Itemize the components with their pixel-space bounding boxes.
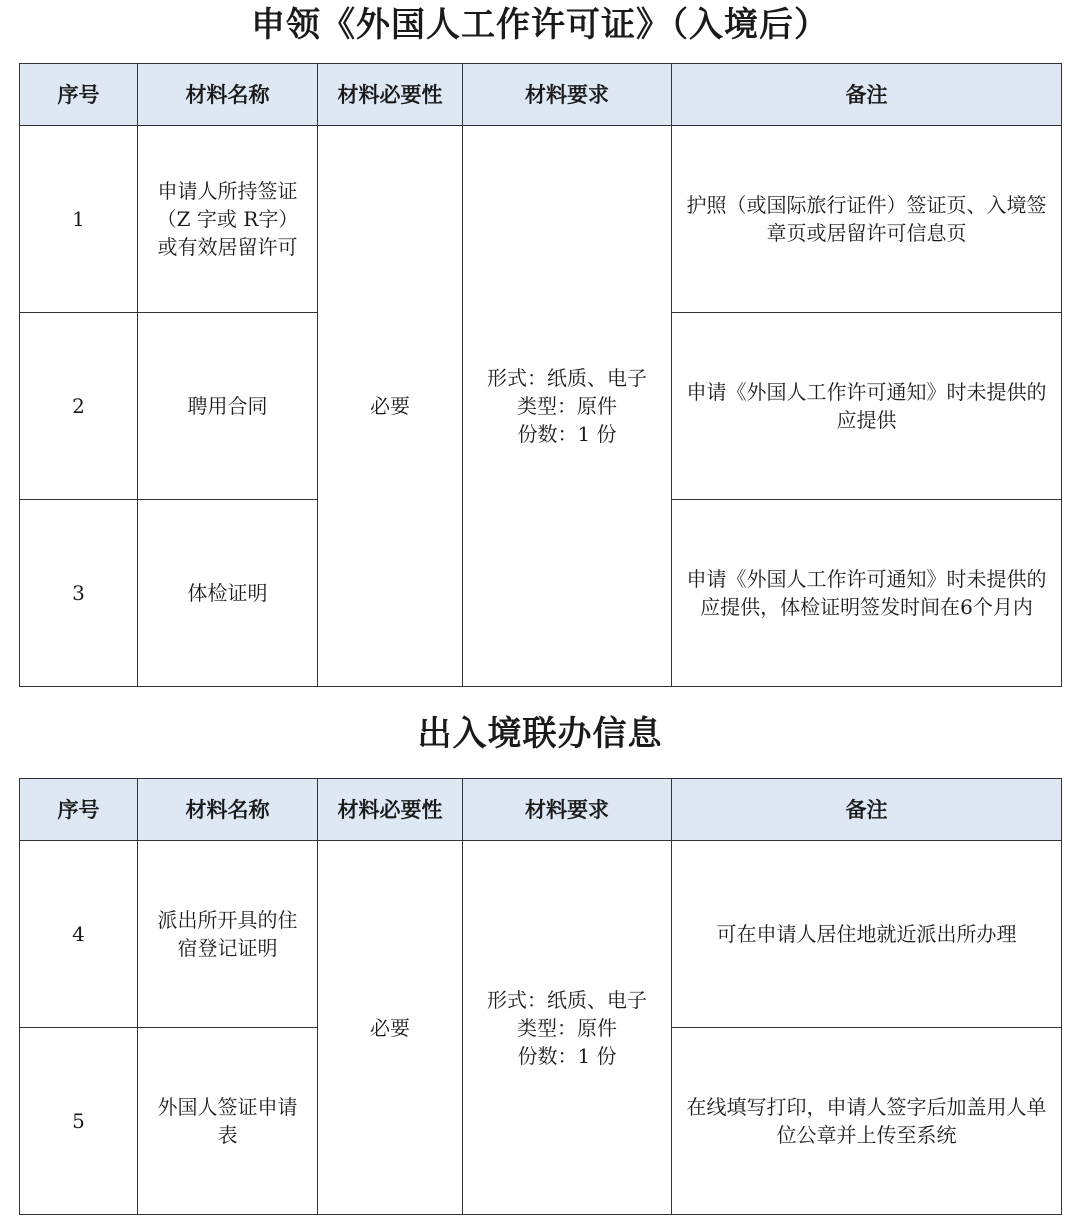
material-name <box>138 500 318 687</box>
material-name-text: 派出所开具的住 宿登记证明 <box>157 908 298 960</box>
material-name-text: 申请人所持签证 （Z 字或 R字） 或有效居留许可 <box>156 179 299 259</box>
header-requirement: 材料要求 <box>463 64 672 126</box>
material-name <box>138 841 318 1028</box>
requirement-cell <box>463 126 672 687</box>
row-number: 1 <box>20 126 138 313</box>
material-name <box>138 1028 318 1215</box>
material-name <box>138 126 318 313</box>
section1-title: 申领《外国人工作许可证》（入境后） <box>251 5 829 45</box>
note-cell: 护照（或国际旅行证件）签证页、入境签章页或居留许可信息页 <box>672 126 1062 313</box>
requirement-type: 类型：原件 <box>517 1015 617 1040</box>
header-no: 序号 <box>20 64 138 126</box>
requirement-cell <box>463 841 672 1215</box>
material-name-text: 体检证明 <box>187 581 268 605</box>
table-row <box>20 126 1062 313</box>
table-header-row <box>20 64 1062 126</box>
requirement-form: 形式：纸质、电子 <box>487 987 647 1012</box>
row-number: 2 <box>20 313 138 500</box>
note-cell: 申请《外国人工作许可通知》时未提供的应提供 <box>672 313 1062 500</box>
requirement-form: 形式：纸质、电子 <box>487 366 647 390</box>
section2-title: 出入境联办信息 <box>417 714 663 754</box>
header-note: 备注 <box>672 779 1062 841</box>
note-cell: 在线填写打印，申请人签字后加盖用人单位公章并上传至系统 <box>672 1028 1062 1215</box>
note-cell: 可在申请人居住地就近派出所办理 <box>672 841 1062 1028</box>
table-row <box>20 841 1062 1028</box>
row-number: 5 <box>20 1028 138 1215</box>
requirement-copies: 份数：1 份 <box>517 422 617 446</box>
necessity-cell: 必要 <box>318 126 463 687</box>
header-note: 备注 <box>672 64 1062 126</box>
row-number: 4 <box>20 841 138 1028</box>
header-necessity: 材料必要性 <box>318 64 463 126</box>
materials-table-2 <box>19 778 1062 1215</box>
header-necessity: 材料必要性 <box>318 779 463 841</box>
header-no: 序号 <box>20 779 138 841</box>
material-name-text: 外国人签证申请 表 <box>157 1095 298 1147</box>
requirement-copies: 份数：1 份 <box>517 1043 617 1068</box>
header-name: 材料名称 <box>138 64 318 126</box>
requirement-type: 类型：原件 <box>517 394 617 418</box>
necessity-cell: 必要 <box>318 841 463 1215</box>
material-name-text: 聘用合同 <box>187 394 268 418</box>
row-number: 3 <box>20 500 138 687</box>
header-requirement: 材料要求 <box>463 779 672 841</box>
materials-table-1 <box>19 63 1062 687</box>
table-header-row <box>20 779 1062 841</box>
header-name: 材料名称 <box>138 779 318 841</box>
material-name <box>138 313 318 500</box>
note-cell: 申请《外国人工作许可通知》时未提供的应提供，体检证明签发时间在6个月内 <box>672 500 1062 687</box>
